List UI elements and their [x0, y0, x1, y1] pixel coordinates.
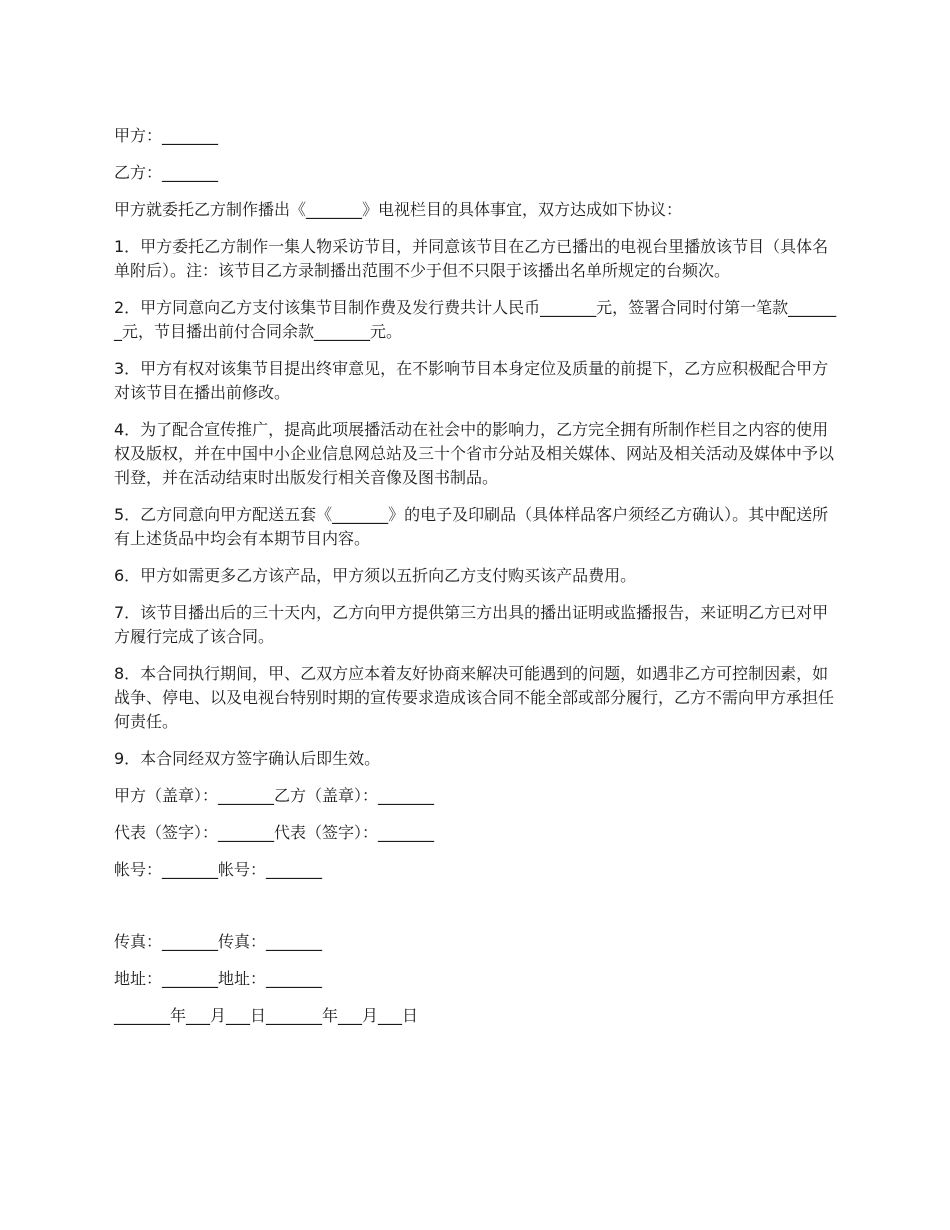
party-a-line: 甲方：_______ [114, 126, 219, 145]
fax-line: 传真：_______传真：_______ [114, 932, 323, 951]
party-b-line: 乙方：_______ [114, 163, 219, 182]
seal-line: 甲方（盖章）：_______乙方（盖章）：_______ [114, 786, 435, 805]
intro-paragraph: 甲方就委托乙方制作播出《_______》电视栏目的具体事宜，双方达成如下协议： [114, 200, 683, 219]
clause-1: 1．甲方委托乙方制作一集人物采访节目，并同意该节目在乙方已播出的电视台里播放该节目（具体名单附后）。注：该节目乙方录制播出范围不少于但不只限于该播出名单所规定的台频次。 [114, 237, 829, 280]
blank-spacer [114, 895, 844, 930]
clause-3: 3．甲方有权对该集节目提出终审意见，在不影响节目本身定位及质量的前提下，乙方应积极配合甲方对该节目在播出前修改。 [114, 359, 829, 402]
representative-line: 代表（签字）：_______代表（签字）：_______ [114, 823, 435, 842]
address-line: 地址：_______地址：_______ [114, 969, 323, 988]
date-line: _______年___月___日_______年___月___日 [114, 1006, 419, 1025]
clause-2: 2．甲方同意向乙方支付该集节目制作费及发行费共计人民币_______元，签署合同时付第一笔款_______元，节目播出前付合同余款_______元。 [114, 298, 837, 341]
clause-8: 8．本合同执行期间，甲、乙双方应本着友好协商来解决可能遇到的问题，如遇非乙方可控制因素，如战争、停电、以及电视台特别时期的宣传要求造成该合同不能全部或部分履行，乙方不需向甲方承担任何责任。 [114, 664, 835, 731]
clause-6: 6．甲方如需更多乙方该产品，甲方须以五折向乙方支付购买该产品费用。 [114, 566, 637, 585]
account-line: 帐号：_______帐号：_______ [114, 860, 323, 879]
clause-9: 9．本合同经双方签字确认后即生效。 [114, 749, 381, 768]
contract-body [114, 124, 844, 1041]
clause-7: 7．该节目播出后的三十天内，乙方向甲方提供第三方出具的播出证明或监播报告，来证明乙方已对甲方履行完成了该合同。 [114, 603, 829, 646]
clause-5: 5．乙方同意向甲方配送五套《_______》的电子及印刷品（具体样品客户须经乙方确认）。其中配送所有上述货品中均会有本期节目内容。 [114, 505, 829, 548]
clause-4: 4．为了配合宣传推广，提高此项展播活动在社会中的影响力，乙方完全拥有所制作栏目之内容的使用权及版权，并在中国中小企业信息网总站及三十个省市分站及相关媒体、网站及相关活动及媒体中予以刊登，并在活动结束时出版发行相关音像及图书制品。 [114, 420, 835, 487]
